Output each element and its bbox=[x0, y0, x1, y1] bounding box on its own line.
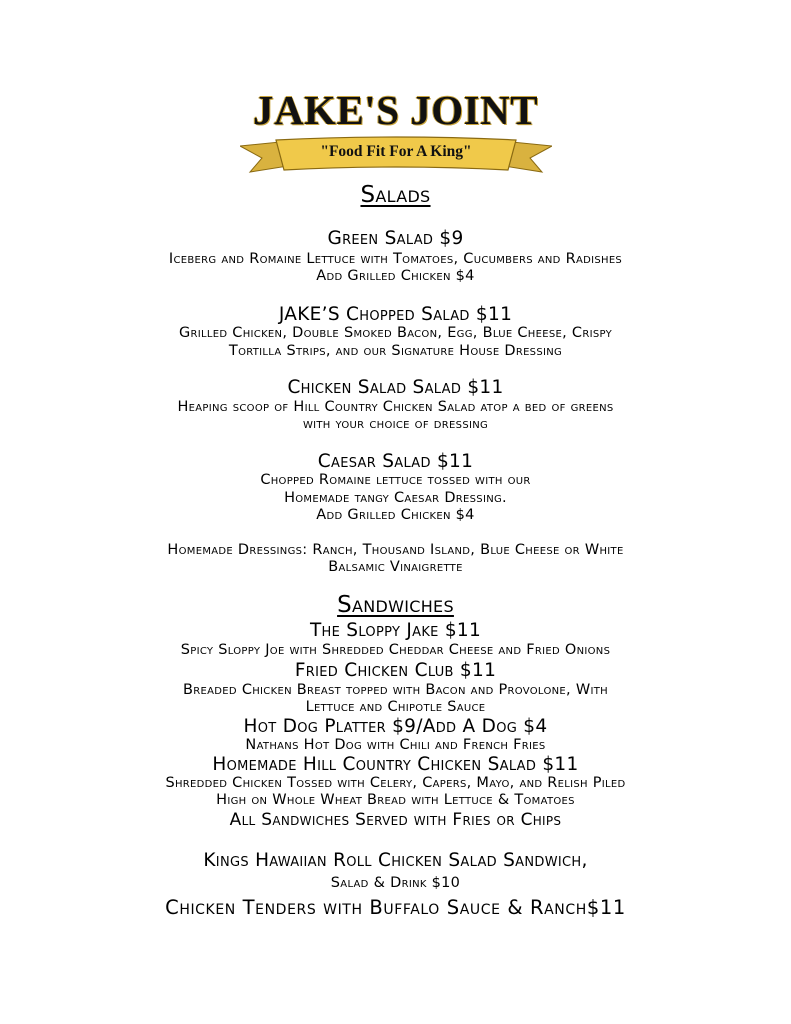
menu-item-description: Heaping scoop of Hill Country Chicken Salad atop a bed of greens bbox=[177, 399, 614, 415]
menu-item-description: Lettuce and Chipotle Sauce bbox=[305, 699, 486, 715]
sandwiches-heading: Sandwiches bbox=[337, 592, 454, 618]
menu-item-description: with your choice of dressing bbox=[302, 416, 489, 432]
menu-item-description: Iceberg and Romaine Lettuce with Tomatoes, Cucumbers and Radishes bbox=[168, 251, 623, 267]
special-description: Salad & Drink $10 bbox=[330, 875, 461, 891]
special-title: Kings Hawaiian Roll Chicken Salad Sandwich, bbox=[203, 850, 588, 871]
menu-item-title: JAKE’S Chopped Salad $11 bbox=[278, 304, 513, 325]
menu-item-description: Homemade tangy Caesar Dressing. bbox=[284, 490, 507, 506]
sandwiches-note: All Sandwiches Served with Fries or Chips bbox=[229, 810, 562, 830]
menu-item-description: Nathans Hot Dog with Chili and French Fries bbox=[245, 737, 546, 753]
menu-item-description: Grilled Chicken, Double Smoked Bacon, Egg, Blue Cheese, Crispy bbox=[178, 325, 613, 341]
menu-item-title: Chicken Salad Salad $11 bbox=[287, 377, 504, 398]
tagline: "Food Fit For A King" bbox=[320, 143, 472, 160]
dressings-text: Balsamic Vinaigrette bbox=[328, 559, 463, 575]
menu-item-description: Add Grilled Chicken $4 bbox=[316, 507, 475, 523]
menu-item-description: Shredded Chicken Tossed with Celery, Capers, Mayo, and Relish Piled bbox=[165, 775, 626, 791]
menu-item-title: The Sloppy Jake $11 bbox=[309, 620, 482, 641]
menu-item-description: High on Whole Wheat Bread with Lettuce & Tomatoes bbox=[216, 792, 575, 808]
menu-item-title: Fried Chicken Club $11 bbox=[294, 660, 497, 681]
special-tenders: Chicken Tenders with Buffalo Sauce & Ranch$11 bbox=[165, 896, 626, 919]
restaurant-name: JAKE'S JOINT bbox=[252, 87, 539, 133]
menu-item-description: Add Grilled Chicken $4 bbox=[316, 268, 475, 284]
menu-item-title: Green Salad $9 bbox=[327, 228, 464, 249]
salads-heading: Salads bbox=[360, 182, 431, 208]
menu-item-description: Tortilla Strips, and our Signature House Dressing bbox=[228, 343, 563, 359]
dressings-text: Homemade Dressings: Ranch, Thousand Island, Blue Cheese or White bbox=[167, 542, 624, 558]
menu-item-title: Caesar Salad $11 bbox=[317, 451, 474, 472]
menu-item-description: Breaded Chicken Breast topped with Bacon and Provolone, With bbox=[183, 682, 608, 698]
menu-item-title: Hot Dog Platter $9/Add A Dog $4 bbox=[243, 716, 548, 737]
menu-item-description: Chopped Romaine lettuce tossed with our bbox=[260, 472, 531, 488]
menu-item-title: Homemade Hill Country Chicken Salad $11 bbox=[212, 754, 579, 775]
menu-item-description: Spicy Sloppy Joe with Shredded Cheddar Cheese and Fried Onions bbox=[180, 642, 611, 658]
